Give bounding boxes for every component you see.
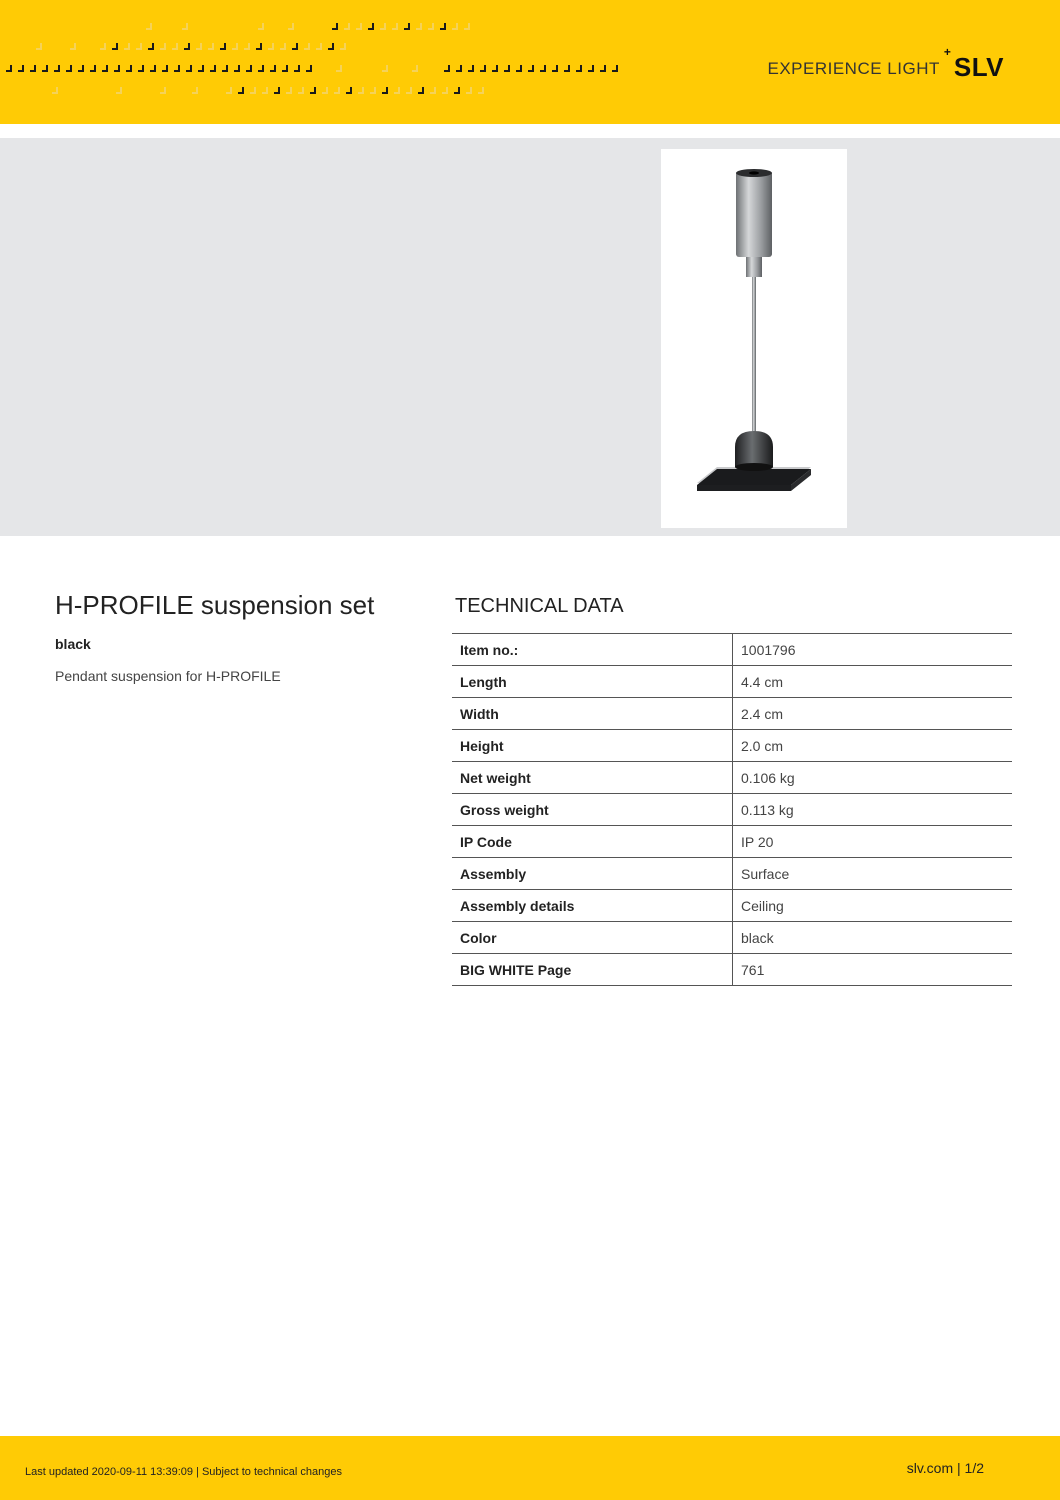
pattern-mark [182,23,188,30]
decorative-pattern [0,0,640,124]
pattern-mark [192,87,198,94]
row-label: Assembly details [452,890,733,922]
row-value: 0.113 kg [733,794,1013,826]
pattern-mark [380,23,386,30]
pattern-mark [306,65,312,72]
pattern-mark [440,23,446,30]
pattern-mark [18,65,24,72]
row-label: Item no.: [452,634,733,666]
pattern-mark [226,87,232,94]
pattern-mark [274,87,280,94]
table-row [452,922,1012,954]
pattern-mark [294,65,300,72]
technical-data-table [452,633,1012,986]
table-row [452,890,1012,922]
pattern-mark [464,23,470,30]
row-value: Surface [733,858,1013,890]
row-label: Width [452,698,733,730]
pattern-mark [172,43,178,50]
pattern-mark [186,65,192,72]
pattern-mark [126,65,132,72]
pattern-mark [454,87,460,94]
row-value: 0.106 kg [733,762,1013,794]
pattern-mark [102,65,108,72]
pattern-mark [328,43,334,50]
pattern-mark [54,65,60,72]
table-row [452,666,1012,698]
pattern-mark [286,87,292,94]
pattern-mark [280,43,286,50]
pattern-mark [78,65,84,72]
pattern-mark [244,43,250,50]
site-link-page-number[interactable]: slv.com | 1/2 [906,1460,984,1476]
pattern-mark [588,65,594,72]
pattern-mark [428,23,434,30]
pattern-mark [232,43,238,50]
pattern-mark [344,23,350,30]
table-row [452,794,1012,826]
pattern-mark [416,23,422,30]
pattern-mark [160,43,166,50]
table-row [452,634,1012,666]
pattern-mark [310,87,316,94]
row-value: 761 [733,954,1013,986]
table-row [452,826,1012,858]
pattern-mark [292,43,298,50]
pattern-mark [552,65,558,72]
pattern-mark [382,65,388,72]
pattern-mark [196,43,202,50]
pattern-mark [270,65,276,72]
last-updated-note: Last updated 2020-09-11 13:39:09 | Subject to technical changes [25,1466,342,1478]
pattern-mark [258,23,264,30]
pattern-mark [370,87,376,94]
pattern-mark [356,23,362,30]
table-row [452,698,1012,730]
pattern-mark [468,65,474,72]
product-title: H-PROFILE suspension set [55,590,375,620]
pattern-mark [456,65,462,72]
row-value: 2.0 cm [733,730,1013,762]
row-value: IP 20 [733,826,1013,858]
pattern-mark [564,65,570,72]
pattern-mark [368,23,374,30]
pattern-mark [452,23,458,30]
pattern-mark [146,23,152,30]
pattern-mark [198,65,204,72]
pattern-mark [220,43,226,50]
pattern-mark [316,43,322,50]
pattern-mark [208,43,214,50]
pattern-mark [442,87,448,94]
pattern-mark [6,65,12,72]
pattern-mark [480,65,486,72]
pattern-mark [336,65,342,72]
pattern-mark [124,43,130,50]
pattern-mark [234,65,240,72]
pattern-mark [516,65,522,72]
row-label: BIG WHITE Page [452,954,733,986]
pattern-mark [258,65,264,72]
row-label: Color [452,922,733,954]
pattern-mark [492,65,498,72]
pattern-mark [114,65,120,72]
pattern-mark [90,65,96,72]
pattern-mark [256,43,262,50]
header-banner [0,0,1060,124]
pattern-mark [504,65,510,72]
pattern-mark [540,65,546,72]
pattern-mark [30,65,36,72]
pattern-mark [430,87,436,94]
pattern-mark [70,43,76,50]
row-label: IP Code [452,826,733,858]
pattern-mark [184,43,190,50]
pattern-mark [332,23,338,30]
pattern-mark [52,87,58,94]
table-row [452,730,1012,762]
product-image-frame [661,149,847,528]
row-label: Length [452,666,733,698]
pattern-mark [304,43,310,50]
logo-sparkle-icon: + [943,45,952,59]
pattern-mark [382,87,388,94]
row-value: black [733,922,1013,954]
row-value: 4.4 cm [733,666,1013,698]
pattern-mark [478,87,484,94]
pattern-mark [138,65,144,72]
row-label: Assembly [452,858,733,890]
pattern-mark [600,65,606,72]
pattern-mark [174,65,180,72]
pattern-mark [282,65,288,72]
pattern-mark [444,65,450,72]
hero-section [0,138,1060,536]
pattern-mark [250,87,256,94]
pattern-mark [406,87,412,94]
product-description: Pendant suspension for H-PROFILE [55,668,281,684]
pattern-mark [394,87,400,94]
pattern-mark [612,65,618,72]
pattern-mark [100,43,106,50]
pattern-mark [42,65,48,72]
pattern-mark [418,87,424,94]
pattern-mark [268,43,274,50]
row-label: Net weight [452,762,733,794]
pattern-mark [288,23,294,30]
pattern-mark [246,65,252,72]
pattern-mark [298,87,304,94]
pattern-mark [150,65,156,72]
pattern-mark [412,65,418,72]
row-value: 1001796 [733,634,1013,666]
pattern-mark [66,65,72,72]
brand [767,45,1004,82]
pattern-mark [160,87,166,94]
pattern-mark [576,65,582,72]
brand-tagline: EXPERIENCE LIGHT [767,59,940,78]
pattern-mark [404,23,410,30]
pattern-mark [466,87,472,94]
table-row [452,954,1012,986]
pattern-mark [116,87,122,94]
row-label: Gross weight [452,794,733,826]
table-row [452,858,1012,890]
technical-data-title: TECHNICAL DATA [455,595,624,617]
pattern-mark [262,87,268,94]
pattern-mark [238,87,244,94]
pattern-mark [36,43,42,50]
pattern-mark [528,65,534,72]
logo-text: SLV [953,52,1004,82]
pattern-mark [112,43,118,50]
footer-banner [0,1436,1060,1500]
pattern-mark [136,43,142,50]
table-row [452,762,1012,794]
pattern-mark [222,65,228,72]
row-label: Height [452,730,733,762]
slv-logo[interactable] [943,45,1004,82]
pattern-mark [334,87,340,94]
pattern-mark [392,23,398,30]
pattern-mark [358,87,364,94]
pattern-mark [210,65,216,72]
pattern-mark [148,43,154,50]
pattern-mark [340,43,346,50]
pattern-mark [162,65,168,72]
suspension-set-photo [661,149,847,528]
product-color-label: black [55,636,91,652]
row-value: Ceiling [733,890,1013,922]
row-value: 2.4 cm [733,698,1013,730]
pattern-mark [346,87,352,94]
pattern-mark [322,87,328,94]
